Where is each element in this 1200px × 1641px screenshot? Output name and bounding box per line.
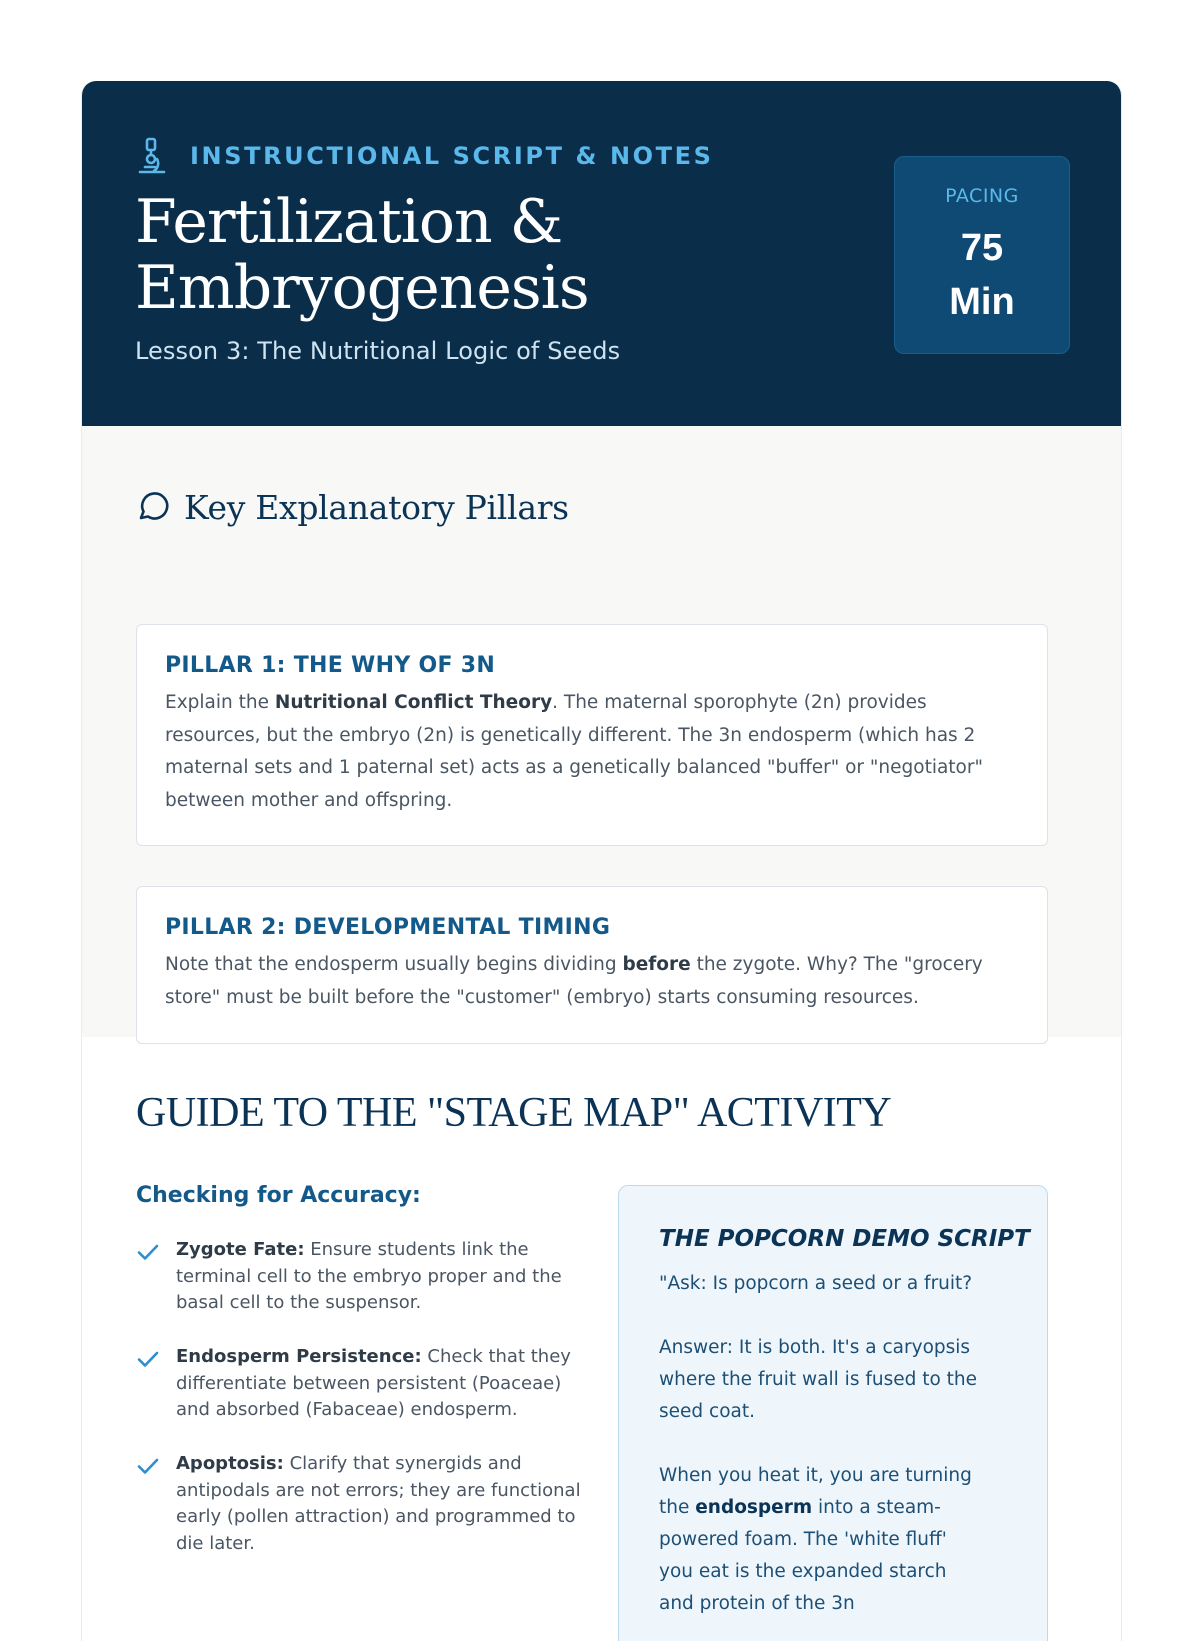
pacing-badge <box>894 156 1070 354</box>
page-title-line-1: Fertilization & <box>135 187 563 257</box>
pillar-text: Explain the Nutritional Conflict Theory. The maternal sporophyte (2n) provides resources, but the embryo (2n) is genetically different. The 3n endosperm (which has 2 maternal sets and 1 paternal set) acts as a genetically balanced "buffer" or "negotiator" between mother and offspring. <box>165 692 983 811</box>
check-item <box>136 1344 596 1426</box>
page-title-line-2: Embryogenesis <box>135 253 589 323</box>
pillar-title: PILLAR 2: DEVELOPMENTAL TIMING <box>165 915 611 940</box>
pacing-value <box>895 221 1069 329</box>
popcorn-demo-title: THE POPCORN DEMO SCRIPT <box>659 1226 1030 1252</box>
pillar-card-1 <box>136 624 1048 846</box>
lesson-card <box>81 81 1122 1641</box>
pillars-section <box>82 426 1121 1037</box>
popcorn-question: "Ask: Is popcorn a seed or a fruit? <box>659 1273 973 1294</box>
pillars-heading-text: Key Explanatory Pillars <box>184 487 569 527</box>
pacing-unit: Min <box>949 281 1015 323</box>
pacing-minutes: 75 <box>960 227 1004 269</box>
check-item <box>136 1451 596 1561</box>
popcorn-demo-script <box>659 1268 984 1620</box>
pillar-text: Note that the endosperm usually begins dividing before the zygote. Why? The "grocery store" must be built before the "customer" (embryo) starts consuming resources. <box>165 954 983 1008</box>
check-item <box>136 1237 596 1319</box>
check-text: Zygote Fate: Ensure students link the terminal cell to the embryo proper and the basal cell to the suspensor. <box>176 1239 562 1313</box>
microscope-icon <box>136 137 168 175</box>
popcorn-answer: Answer: It is both. It's a caryopsis where the fruit wall is fused to the seed coat. <box>659 1337 978 1422</box>
guide-title: GUIDE TO THE "STAGE MAP" ACTIVITY <box>136 1090 892 1136</box>
lesson-subtitle: Lesson 3: The Nutritional Logic of Seeds <box>135 337 621 365</box>
eyebrow <box>136 136 714 176</box>
eyebrow-label: INSTRUCTIONAL SCRIPT & NOTES <box>190 142 714 170</box>
accuracy-heading: Checking for Accuracy: <box>136 1183 421 1208</box>
checkmark-icon <box>136 1240 160 1264</box>
pillars-heading <box>136 484 569 530</box>
pillar-card-2 <box>136 886 1048 1044</box>
popcorn-explanation: When you heat it, you are turning the endosperm into a steam-powered foam. The 'white fluff' you eat is the expanded starch and protein of the 3n <box>659 1465 972 1614</box>
speech-bubble-icon <box>136 488 170 526</box>
pacing-label: PACING <box>945 185 1019 207</box>
check-text: Endosperm Persistence: Check that they differentiate between persistent (Poaceae) and absorbed (Fabaceae) endosperm. <box>176 1346 571 1420</box>
check-text: Apoptosis: Clarify that synergids and antipodals are not errors; they are functional early (pollen attraction) and programmed to die later. <box>176 1453 581 1554</box>
header-banner <box>82 81 1121 426</box>
popcorn-demo-box <box>618 1185 1048 1641</box>
pillar-title: PILLAR 1: THE WHY OF 3N <box>165 653 496 678</box>
checkmark-icon <box>136 1454 160 1478</box>
page-title <box>135 189 755 321</box>
checkmark-icon <box>136 1347 160 1371</box>
